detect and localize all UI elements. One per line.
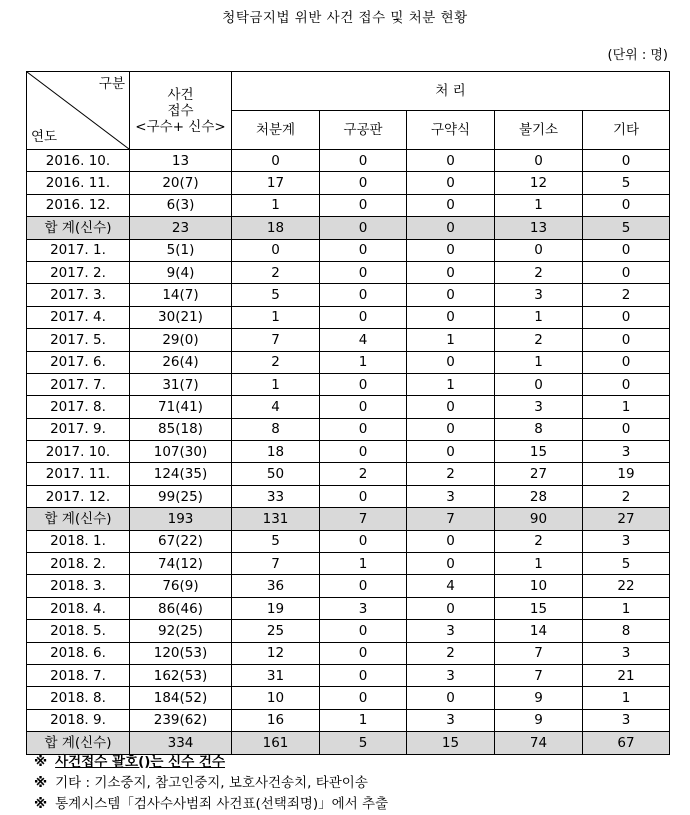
row-period: 2018. 1. [27,530,130,552]
row-non-prosecution: 1 [495,351,583,373]
row-disposition-total: 5 [232,530,320,552]
row-non-prosecution: 7 [495,642,583,664]
row-received: 26(4) [130,351,232,373]
row-summary-indictment: 0 [407,194,495,216]
row-indictment: 0 [320,396,407,418]
note-3-text: 통계시스템「검사수사범죄 사건표(선택죄명)」에서 추출 [55,796,389,812]
header-col-summary-indictment: 구약식 [407,111,495,150]
table-row [27,485,670,507]
row-period: 2017. 1. [27,239,130,261]
row-received: 20(7) [130,172,232,194]
row-summary-indictment: 0 [407,217,495,239]
row-summary-indictment: 2 [407,463,495,485]
row-indictment: 0 [320,485,407,507]
table-row [27,150,670,172]
row-other: 0 [583,261,670,283]
note-1 [34,752,388,773]
notes [34,752,388,815]
row-disposition-total: 2 [232,261,320,283]
note-3 [34,794,388,815]
table-row [27,284,670,306]
note-1-text: 사건접수 괄호()는 신수 건수 [55,754,226,770]
row-disposition-total: 1 [232,306,320,328]
row-non-prosecution: 3 [495,284,583,306]
row-disposition-total: 18 [232,441,320,463]
row-period: 합 계(신수) [27,217,130,239]
row-indictment: 0 [320,418,407,440]
row-received: 5(1) [130,239,232,261]
row-non-prosecution: 1 [495,306,583,328]
row-period: 합 계(신수) [27,508,130,530]
header-category-label: 구분 [98,76,125,92]
table-row [27,463,670,485]
row-indictment: 0 [320,239,407,261]
row-period: 2016. 10. [27,150,130,172]
row-summary-indictment: 0 [407,306,495,328]
row-non-prosecution: 27 [495,463,583,485]
row-received: 30(21) [130,306,232,328]
row-summary-indictment: 0 [407,553,495,575]
row-period: 2018. 6. [27,642,130,664]
row-other: 2 [583,485,670,507]
row-other: 0 [583,373,670,395]
row-indictment: 0 [320,172,407,194]
row-indictment: 2 [320,463,407,485]
table-row [27,396,670,418]
row-summary-indictment: 0 [407,351,495,373]
table-row [27,687,670,709]
row-other: 0 [583,418,670,440]
row-indictment: 0 [320,642,407,664]
row-summary-indictment: 0 [407,687,495,709]
table-row [27,530,670,552]
row-period: 2018. 2. [27,553,130,575]
table-row [27,575,670,597]
row-received: 29(0) [130,329,232,351]
row-disposition-total: 1 [232,373,320,395]
row-period: 2018. 5. [27,620,130,642]
row-period: 2017. 4. [27,306,130,328]
note-mark: ※ [34,775,48,791]
row-summary-indictment: 0 [407,441,495,463]
row-received: 124(35) [130,463,232,485]
note-2 [34,773,388,794]
row-received: 14(7) [130,284,232,306]
row-period: 2017. 7. [27,373,130,395]
table-row [27,553,670,575]
row-received: 239(62) [130,709,232,731]
row-other: 3 [583,642,670,664]
row-period: 2017. 5. [27,329,130,351]
header-col-other: 기타 [583,111,670,150]
row-non-prosecution: 10 [495,575,583,597]
table-row [27,418,670,440]
row-period: 2017. 6. [27,351,130,373]
header-col-non-prosecution: 불기소 [495,111,583,150]
row-period: 2018. 4. [27,597,130,619]
header-diagonal-cell [27,72,130,150]
row-disposition-total: 4 [232,396,320,418]
row-indictment: 0 [320,373,407,395]
table-row [27,172,670,194]
row-non-prosecution: 3 [495,396,583,418]
note-mark: ※ [34,754,48,770]
row-received: 184(52) [130,687,232,709]
row-indictment: 0 [320,687,407,709]
row-other: 21 [583,664,670,686]
row-received: 6(3) [130,194,232,216]
row-period: 2017. 11. [27,463,130,485]
row-received: 67(22) [130,530,232,552]
row-disposition-total: 1 [232,194,320,216]
row-period: 2018. 7. [27,664,130,686]
row-other: 27 [583,508,670,530]
row-received: 334 [130,732,232,754]
row-summary-indictment: 0 [407,150,495,172]
header-processing: 처 리 [232,72,670,111]
table-row [27,709,670,731]
table-row [27,261,670,283]
total-row [27,508,670,530]
row-disposition-total: 31 [232,664,320,686]
row-period: 2017. 9. [27,418,130,440]
row-received: 193 [130,508,232,530]
row-period: 2018. 3. [27,575,130,597]
row-period: 2016. 12. [27,194,130,216]
row-disposition-total: 5 [232,284,320,306]
row-other: 0 [583,351,670,373]
row-disposition-total: 25 [232,620,320,642]
row-other: 5 [583,553,670,575]
row-period: 2017. 10. [27,441,130,463]
row-indictment: 4 [320,329,407,351]
total-row [27,217,670,239]
row-other: 5 [583,172,670,194]
row-summary-indictment: 3 [407,709,495,731]
row-non-prosecution: 12 [495,172,583,194]
row-received: 71(41) [130,396,232,418]
row-non-prosecution: 15 [495,597,583,619]
header-col-indictment: 구공판 [320,111,407,150]
row-indictment: 5 [320,732,407,754]
row-indictment: 3 [320,597,407,619]
row-indictment: 0 [320,664,407,686]
row-indictment: 0 [320,530,407,552]
row-other: 19 [583,463,670,485]
row-summary-indictment: 0 [407,418,495,440]
table-row [27,642,670,664]
row-disposition-total: 161 [232,732,320,754]
row-non-prosecution: 13 [495,217,583,239]
row-disposition-total: 10 [232,687,320,709]
row-period: 2017. 12. [27,485,130,507]
row-non-prosecution: 1 [495,553,583,575]
row-received: 74(12) [130,553,232,575]
table-row [27,597,670,619]
row-indictment: 1 [320,351,407,373]
row-indictment: 0 [320,261,407,283]
row-other: 0 [583,194,670,216]
row-non-prosecution: 14 [495,620,583,642]
row-period: 2016. 11. [27,172,130,194]
row-disposition-total: 17 [232,172,320,194]
row-period: 합 계(신수) [27,732,130,754]
row-disposition-total: 50 [232,463,320,485]
row-period: 2018. 9. [27,709,130,731]
header-received-line3: <구수+ 신수> [135,118,226,135]
row-received: 99(25) [130,485,232,507]
row-other: 1 [583,687,670,709]
row-summary-indictment: 1 [407,373,495,395]
row-indictment: 0 [320,150,407,172]
row-received: 13 [130,150,232,172]
row-non-prosecution: 90 [495,508,583,530]
page-title: 청탁금지법 위반 사건 접수 및 처분 현황 [222,10,468,26]
row-summary-indictment: 0 [407,530,495,552]
row-non-prosecution: 1 [495,194,583,216]
row-disposition-total: 12 [232,642,320,664]
row-indictment: 0 [320,306,407,328]
header-received-line2: 접수 [167,102,194,119]
table-row [27,306,670,328]
row-other: 8 [583,620,670,642]
row-summary-indictment: 0 [407,261,495,283]
row-non-prosecution: 0 [495,373,583,395]
row-summary-indictment: 0 [407,396,495,418]
row-non-prosecution: 8 [495,418,583,440]
row-received: 76(9) [130,575,232,597]
row-non-prosecution: 9 [495,709,583,731]
row-disposition-total: 16 [232,709,320,731]
row-received: 107(30) [130,441,232,463]
row-indictment: 0 [320,575,407,597]
row-other: 0 [583,150,670,172]
row-received: 31(7) [130,373,232,395]
note-2-text: 기타 : 기소중지, 참고인중지, 보호사건송치, 타관이송 [55,775,368,791]
row-indictment: 0 [320,194,407,216]
row-summary-indictment: 0 [407,172,495,194]
row-other: 0 [583,306,670,328]
row-disposition-total: 18 [232,217,320,239]
row-other: 2 [583,284,670,306]
row-period: 2017. 3. [27,284,130,306]
row-received: 23 [130,217,232,239]
row-disposition-total: 0 [232,150,320,172]
row-summary-indictment: 1 [407,329,495,351]
table-row [27,441,670,463]
row-indictment: 0 [320,441,407,463]
row-summary-indictment: 3 [407,620,495,642]
row-summary-indictment: 0 [407,597,495,619]
row-disposition-total: 36 [232,575,320,597]
row-non-prosecution: 74 [495,732,583,754]
row-non-prosecution: 7 [495,664,583,686]
table-row [27,373,670,395]
row-received: 120(53) [130,642,232,664]
row-indictment: 1 [320,553,407,575]
row-non-prosecution: 15 [495,441,583,463]
row-non-prosecution: 2 [495,261,583,283]
row-non-prosecution: 0 [495,239,583,261]
row-other: 0 [583,239,670,261]
row-disposition-total: 19 [232,597,320,619]
total-row [27,732,670,754]
row-non-prosecution: 2 [495,530,583,552]
table-row [27,329,670,351]
row-indictment: 7 [320,508,407,530]
table-row [27,351,670,373]
row-indictment: 0 [320,284,407,306]
row-non-prosecution: 2 [495,329,583,351]
row-summary-indictment: 0 [407,284,495,306]
unit-label: (단위 : 명) [607,48,668,63]
row-disposition-total: 0 [232,239,320,261]
row-summary-indictment: 3 [407,485,495,507]
row-other: 1 [583,396,670,418]
row-received: 85(18) [130,418,232,440]
row-received: 162(53) [130,664,232,686]
row-other: 5 [583,217,670,239]
row-summary-indictment: 3 [407,664,495,686]
row-disposition-total: 33 [232,485,320,507]
row-disposition-total: 8 [232,418,320,440]
row-non-prosecution: 28 [495,485,583,507]
row-period: 2017. 2. [27,261,130,283]
row-other: 22 [583,575,670,597]
row-other: 0 [583,329,670,351]
row-disposition-total: 7 [232,329,320,351]
row-disposition-total: 7 [232,553,320,575]
row-received: 86(46) [130,597,232,619]
row-received: 9(4) [130,261,232,283]
table-row [27,620,670,642]
row-summary-indictment: 7 [407,508,495,530]
row-period: 2017. 8. [27,396,130,418]
header-year-label: 연도 [31,129,58,145]
row-other: 67 [583,732,670,754]
row-summary-indictment: 0 [407,239,495,261]
header-received-line1: 사건 [167,86,194,103]
row-other: 1 [583,597,670,619]
row-indictment: 1 [320,709,407,731]
row-disposition-total: 2 [232,351,320,373]
statistics-table [26,71,670,755]
row-indictment: 0 [320,217,407,239]
table-row [27,194,670,216]
row-other: 3 [583,441,670,463]
row-disposition-total: 131 [232,508,320,530]
row-period: 2018. 8. [27,687,130,709]
row-other: 3 [583,709,670,731]
row-summary-indictment: 2 [407,642,495,664]
table-row [27,239,670,261]
header-received [130,72,232,150]
note-mark: ※ [34,796,48,812]
row-indictment: 0 [320,620,407,642]
row-other: 3 [583,530,670,552]
row-received: 92(25) [130,620,232,642]
row-summary-indictment: 15 [407,732,495,754]
row-non-prosecution: 9 [495,687,583,709]
row-non-prosecution: 0 [495,150,583,172]
row-summary-indictment: 4 [407,575,495,597]
table-row [27,664,670,686]
header-col-disposition-total: 처분계 [232,111,320,150]
